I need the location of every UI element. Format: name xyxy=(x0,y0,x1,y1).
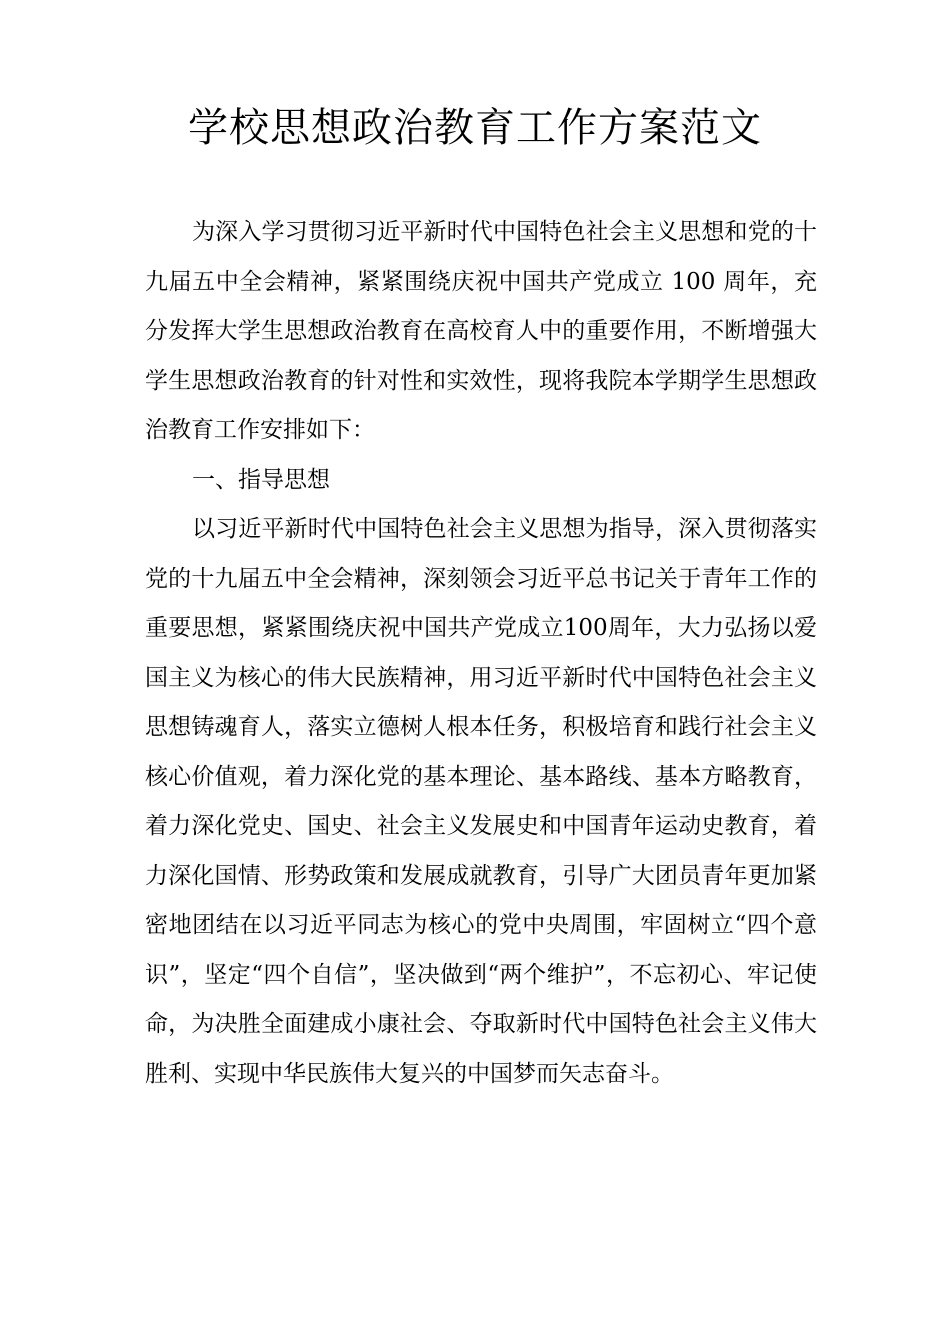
intro-paragraph: 为深入学习贯彻习近平新时代中国特色社会主义思想和党的十九届五中全会精神，紧紧围绕庆祝中国共产党成立 100 周年，充分发挥大学生思想政治教育在高校育人中的重要作用，不断增强大学生思想政治教育的针对性和实效性，现将我院本学期学生思想政治教育工作安排如下： xyxy=(145,219,817,443)
document-title: 学校思想政治教育工作方案范文 xyxy=(188,105,762,151)
section-heading-guiding-thought: 一、指导思想 xyxy=(192,466,330,493)
guiding-thought-paragraph: 以习近平新时代中国特色社会主义思想为指导，深入贯彻落实党的十九届五中全会精神，深刻领会习近平总书记关于青年工作的重要思想，紧紧围绕庆祝中国共产党成立100周年，大力弘扬以爱国主义为核心的伟大民族精神，用习近平新时代中国特色社会主义思想铸魂育人，落实立德树人根本任务，积极培育和践行社会主义核心价值观，着力深化党的基本理论、基本路线、基本方略教育，着力深化党史、国史、社会主义发展史和中国青年运动史教育，着力深化国情、形势政策和发展成就教育，引导广大团员青年更加紧密地团结在以习近平同志为核心的党中央周围，牢固树立“四个意识”，坚定“四个自信”，坚决做到“两个维护”，不忘初心、牢记使命，为决胜全面建成小康社会、夺取新时代中国特色社会主义伟大胜利、实现中华民族伟大复兴的中国梦而矢志奋斗。 xyxy=(145,516,817,1087)
document-body xyxy=(145,208,817,1099)
